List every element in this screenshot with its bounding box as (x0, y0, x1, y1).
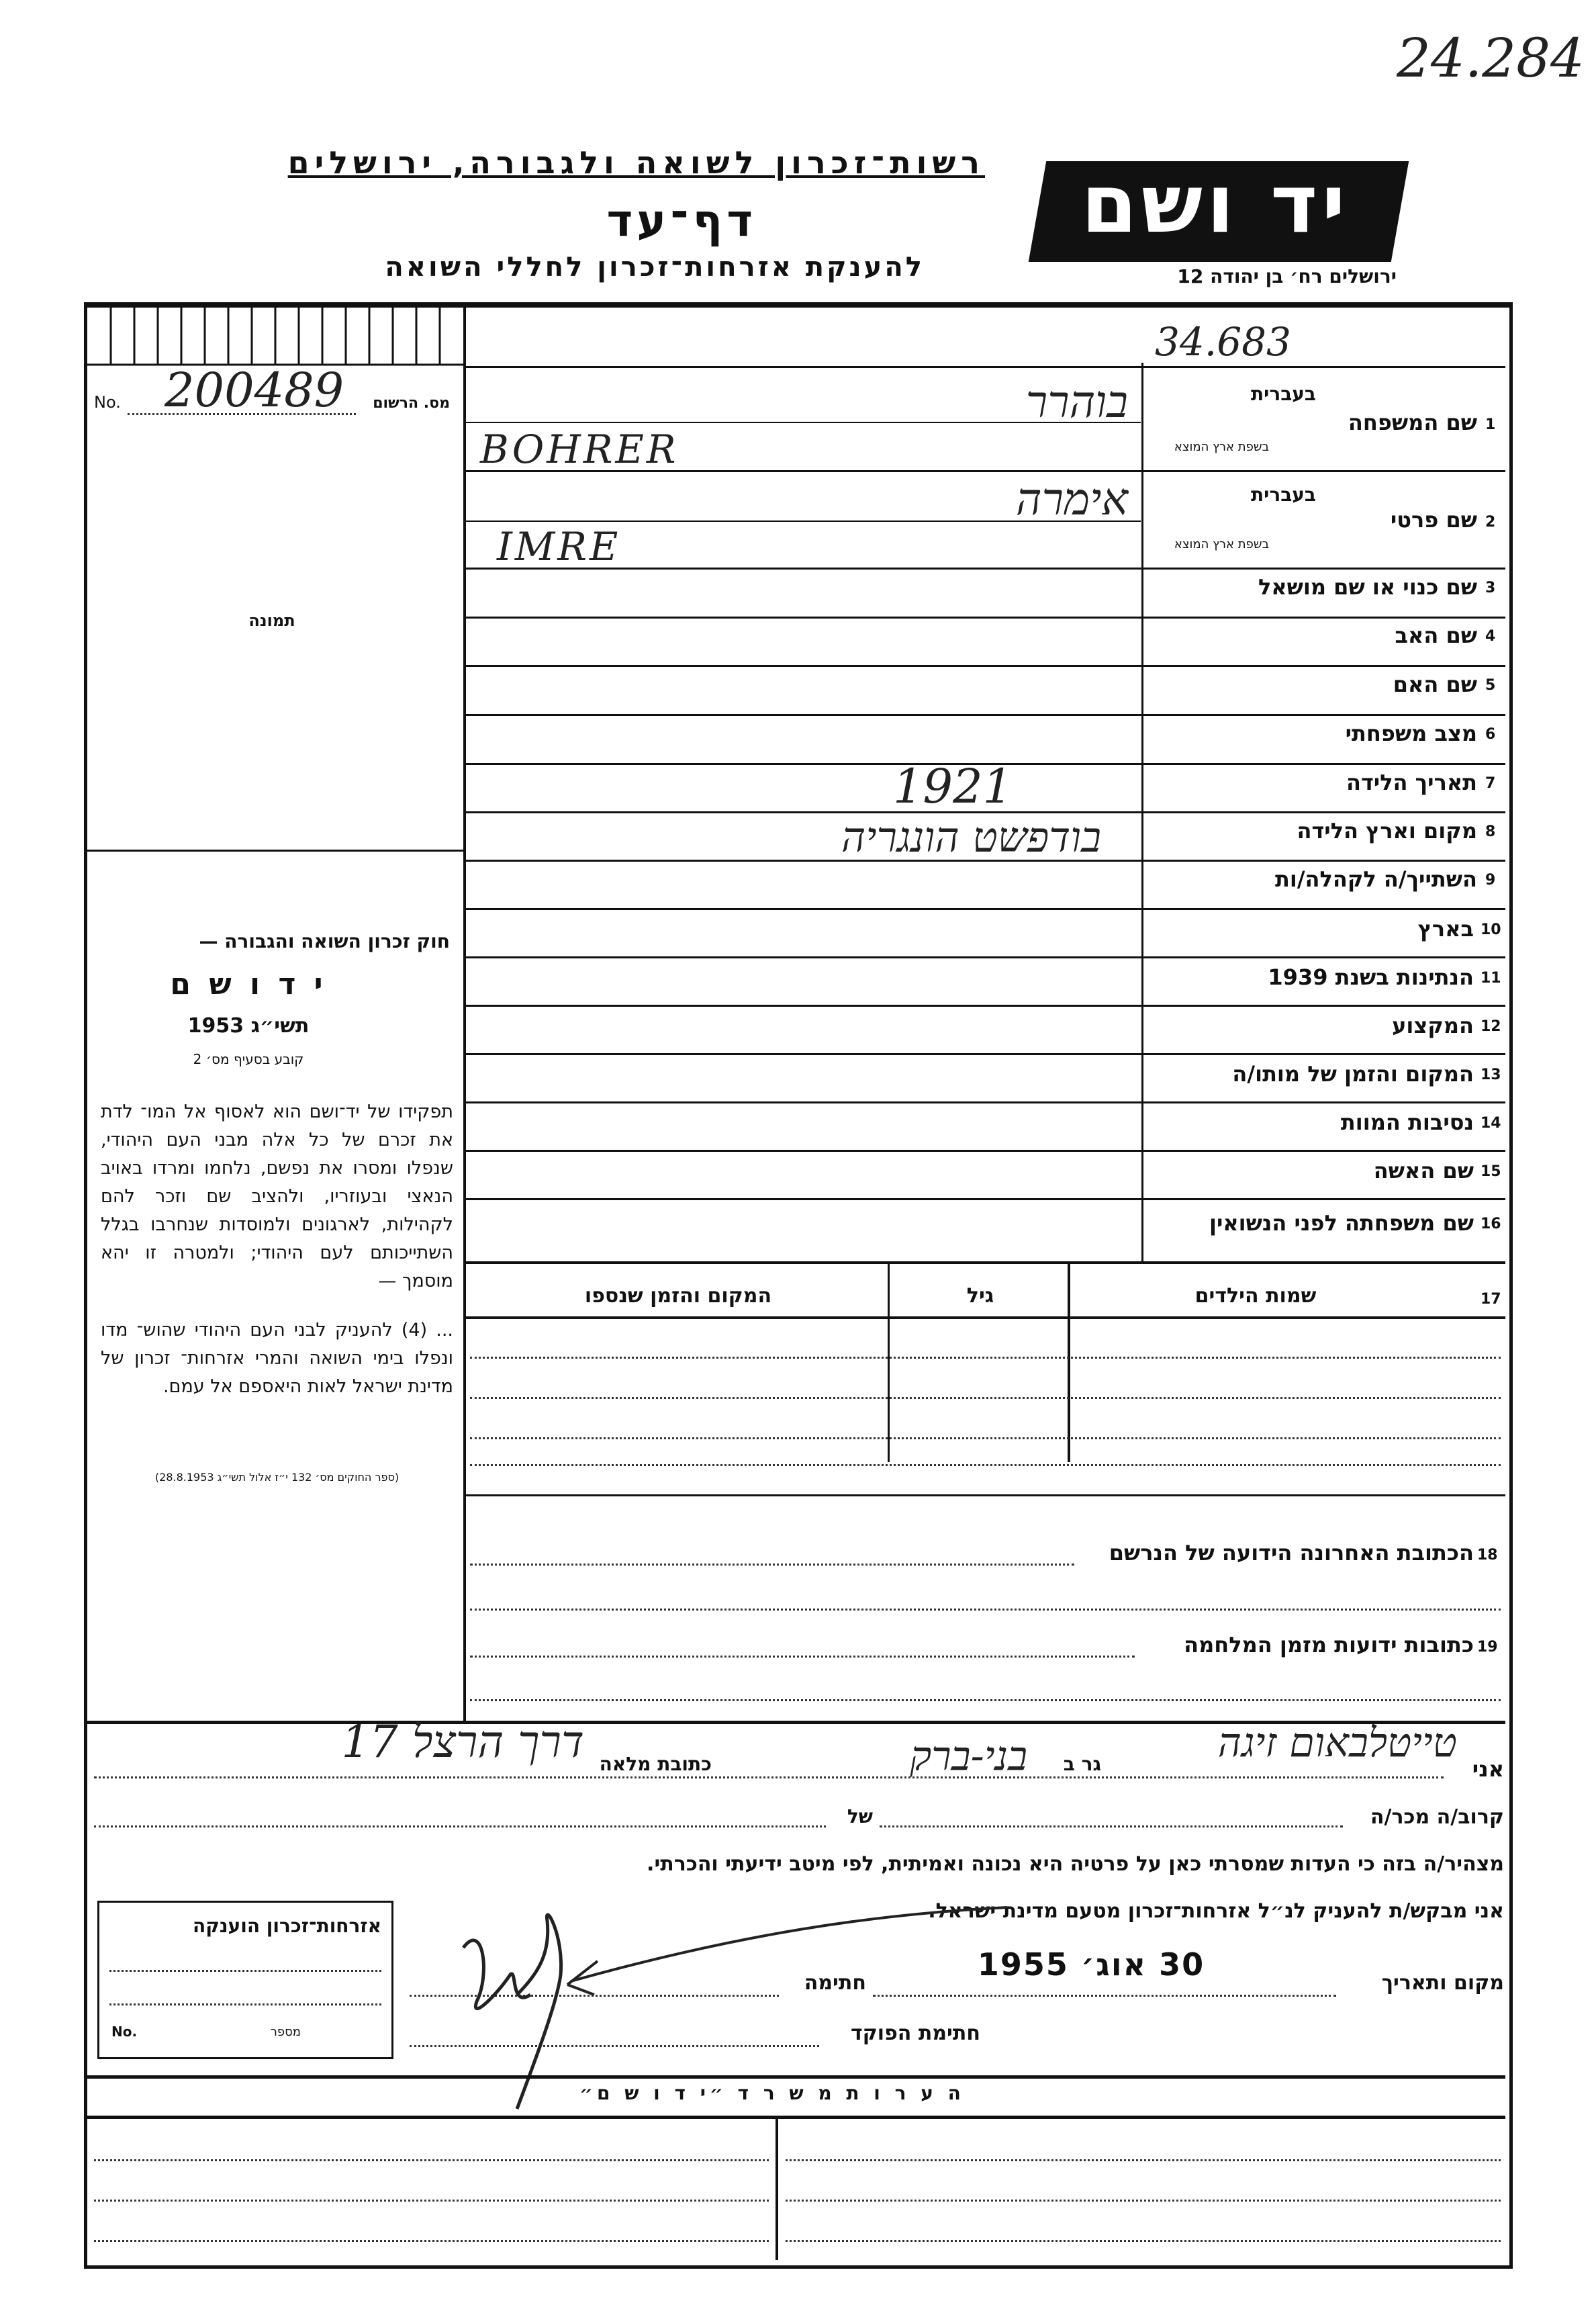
code-boxes (87, 306, 463, 366)
registration-no-label: No. (94, 393, 121, 412)
law-citation: (ספר החוקים מס׳ 132 י״ז אלול תשי״ג 28.8.1953) (154, 1471, 400, 1484)
law-note: קובע בסעיף מס׳ 2 (193, 1051, 304, 1067)
date-value: 30 אוג׳ 1955 (977, 1946, 1205, 1983)
field-3-label: שם כנוי או שם מושאל (1258, 574, 1477, 600)
signature-label: חתימה (804, 1971, 866, 1995)
field-4-num: 4 (1485, 628, 1496, 645)
citizenship-box-title: אזרחות־זכרון הוענקה (193, 1915, 381, 1937)
field-1-label: שם המשפחה (1348, 410, 1477, 435)
law-paragraph-1: תפקידו של יד־ושם הוא לאסוף אל המו־ לדת את זכרם של כל אלה מבני העם היהודי, שנפלו ומסרו את נפשם, נלחמו ומרדו באויב הנאצי ובעוזריו, ולהציב שם וזכר להם לקהילות, לארגונים ולמוסדות שנחרבו בגלל השתייכותם לעם היהודי; ולמטרה זו יהא מוסמך — (101, 1101, 453, 1292)
citizenship-box-no-label: No. (111, 2024, 138, 2040)
declaration-line-1: מצהיר/ה בזה כי העדות שמסרתי כאן על פרטיה היא נכונה ואמיתית, לפי מיטב ידיעתי והכרתי. (647, 1852, 1504, 1876)
field-16-label: שם משפחתה לפני הנשואין (1209, 1210, 1474, 1236)
field-16-num: 16 (1481, 1216, 1501, 1232)
field-15-num: 15 (1481, 1163, 1501, 1180)
registration-no-value: 200489 (165, 363, 344, 418)
field-8-num: 8 (1485, 823, 1496, 840)
field-18-num: 18 (1477, 1547, 1498, 1564)
field-7-num: 7 (1485, 775, 1496, 792)
registration-no-label-he: מס. הרשום (373, 395, 450, 412)
officer-signature-label: חתימת הפוקד (851, 2022, 980, 2045)
field-14-label: נסיבות המוות (1340, 1110, 1474, 1135)
declaration-of-label: של (847, 1805, 873, 1827)
field-4-label: שם האב (1395, 623, 1477, 648)
declaration-line-2: אני מבקש/ת להעניק לנ״ל אזרחות־זכרון מטעם מדינת ישראל. (928, 1899, 1504, 1923)
field-12-num: 12 (1481, 1018, 1501, 1035)
declaration-relative-label: קרוב/ה מכר/ה (1370, 1805, 1504, 1829)
field-3-num: 3 (1485, 580, 1496, 596)
declaration-gar-b: גר ב (1063, 1753, 1101, 1775)
citizenship-box (97, 1901, 393, 2059)
field-13-label: המקום והזמן של מותו/ה (1232, 1061, 1474, 1087)
logo-text: יד ושם (1081, 158, 1350, 251)
children-col-age: גיל (966, 1284, 994, 1308)
declaration-name-value: טייטלבאום זיגה (1217, 1719, 1457, 1766)
children-col-place: המקום והזמן שנספו (584, 1284, 772, 1308)
photo-label: תמונה (248, 611, 295, 630)
field-1-value-hebrew: בוהרר (1025, 376, 1128, 428)
children-col-names: שמות הילדים (1194, 1284, 1317, 1308)
law-paragraph-2: ... (4) להעניק לבני העם היהודי שהוש־ מדו ונפלו בימי השואה והמרי אזרחות־ זכרון של מדינת ישראל לאות היאספם אל עמם. (101, 1320, 453, 1397)
field-19-label: כתובות ידועות מזמן המלחמה (1184, 1632, 1474, 1658)
field-2-value-hebrew: אימרה (1015, 473, 1128, 525)
citizenship-box-number-label: מספר (270, 2025, 301, 2039)
declaration-ani: אני (1472, 1756, 1504, 1782)
law-title: חוק זכרון השואה והגבורה — (199, 930, 450, 952)
declaration-city-value: בני-ברק (910, 1733, 1027, 1780)
field-1-num: 1 (1485, 416, 1496, 433)
field-2-sub-hebrew: בעברית (1250, 484, 1316, 506)
field-13-num: 13 (1481, 1067, 1501, 1083)
field-9-num: 9 (1485, 872, 1496, 889)
field-6-num: 6 (1485, 726, 1496, 743)
field-1-sub-origin: בשפת ארץ המוצא (1174, 440, 1269, 454)
top-number: 34.683 (1155, 319, 1291, 365)
field-5-label: שם האם (1393, 672, 1477, 697)
field-7-label: תאריך הלידה (1346, 770, 1477, 795)
field-2-value-latin: IMRE (497, 524, 621, 570)
field-1-sub-hebrew: בעברית (1250, 383, 1316, 405)
header-authority: רשות־זכרון לשואה ולגבורה, ירושלים (287, 144, 985, 181)
header-subtitle: להענקת אזרחות־זכרון לחללי השואה (385, 252, 925, 283)
field-11-num: 11 (1481, 970, 1501, 987)
field-2-label: שם פרטי (1390, 507, 1477, 533)
field-7-value: 1921 (893, 759, 1013, 814)
field-18-label: הכתובת האחרונה הידועה של הנרשם (1109, 1540, 1474, 1566)
field-2-num: 2 (1485, 514, 1496, 531)
field-1-value-latin: BOHRER (480, 426, 679, 472)
field-12-label: המקצוע (1392, 1013, 1474, 1038)
header-address: ירושלים רח׳ בן יהודה 12 (1177, 265, 1397, 287)
field-8-label: מקום וארץ הלידה (1297, 818, 1477, 844)
law-year: תשי״ג 1953 (187, 1014, 310, 1038)
field-6-label: מצב משפחתי (1345, 721, 1477, 746)
field-17-num: 17 (1481, 1291, 1501, 1308)
field-2-sub-origin: בשפת ארץ המוצא (1174, 537, 1269, 551)
header-title: דף־עד (606, 195, 757, 246)
field-15-label: שם האשה (1373, 1158, 1474, 1183)
field-11-label: הנתינות בשנת 1939 (1268, 964, 1474, 990)
place-date-label: מקום ותאריך (1381, 1971, 1504, 1995)
law-name: י ד ו ש ם (170, 967, 327, 1001)
declaration-address-value: דרך הרצל 17 (341, 1716, 584, 1768)
office-notes-title: ה ע ר ו ת מ ש ר ד ״י ד ו ש ם״ (579, 2082, 965, 2104)
field-10-num: 10 (1481, 921, 1501, 938)
field-10-label: בארץ (1417, 916, 1474, 942)
declaration-full-address-label: כתובת מלאה (599, 1753, 712, 1775)
field-5-num: 5 (1485, 677, 1496, 694)
field-8-value: בודפשט הונגריה (841, 813, 1101, 862)
field-14-num: 14 (1481, 1115, 1501, 1132)
field-9-label: השתייך/ה לקהלה/ות (1274, 866, 1477, 892)
field-19-num: 19 (1477, 1639, 1498, 1656)
corner-number: 24.284 (1397, 27, 1585, 89)
